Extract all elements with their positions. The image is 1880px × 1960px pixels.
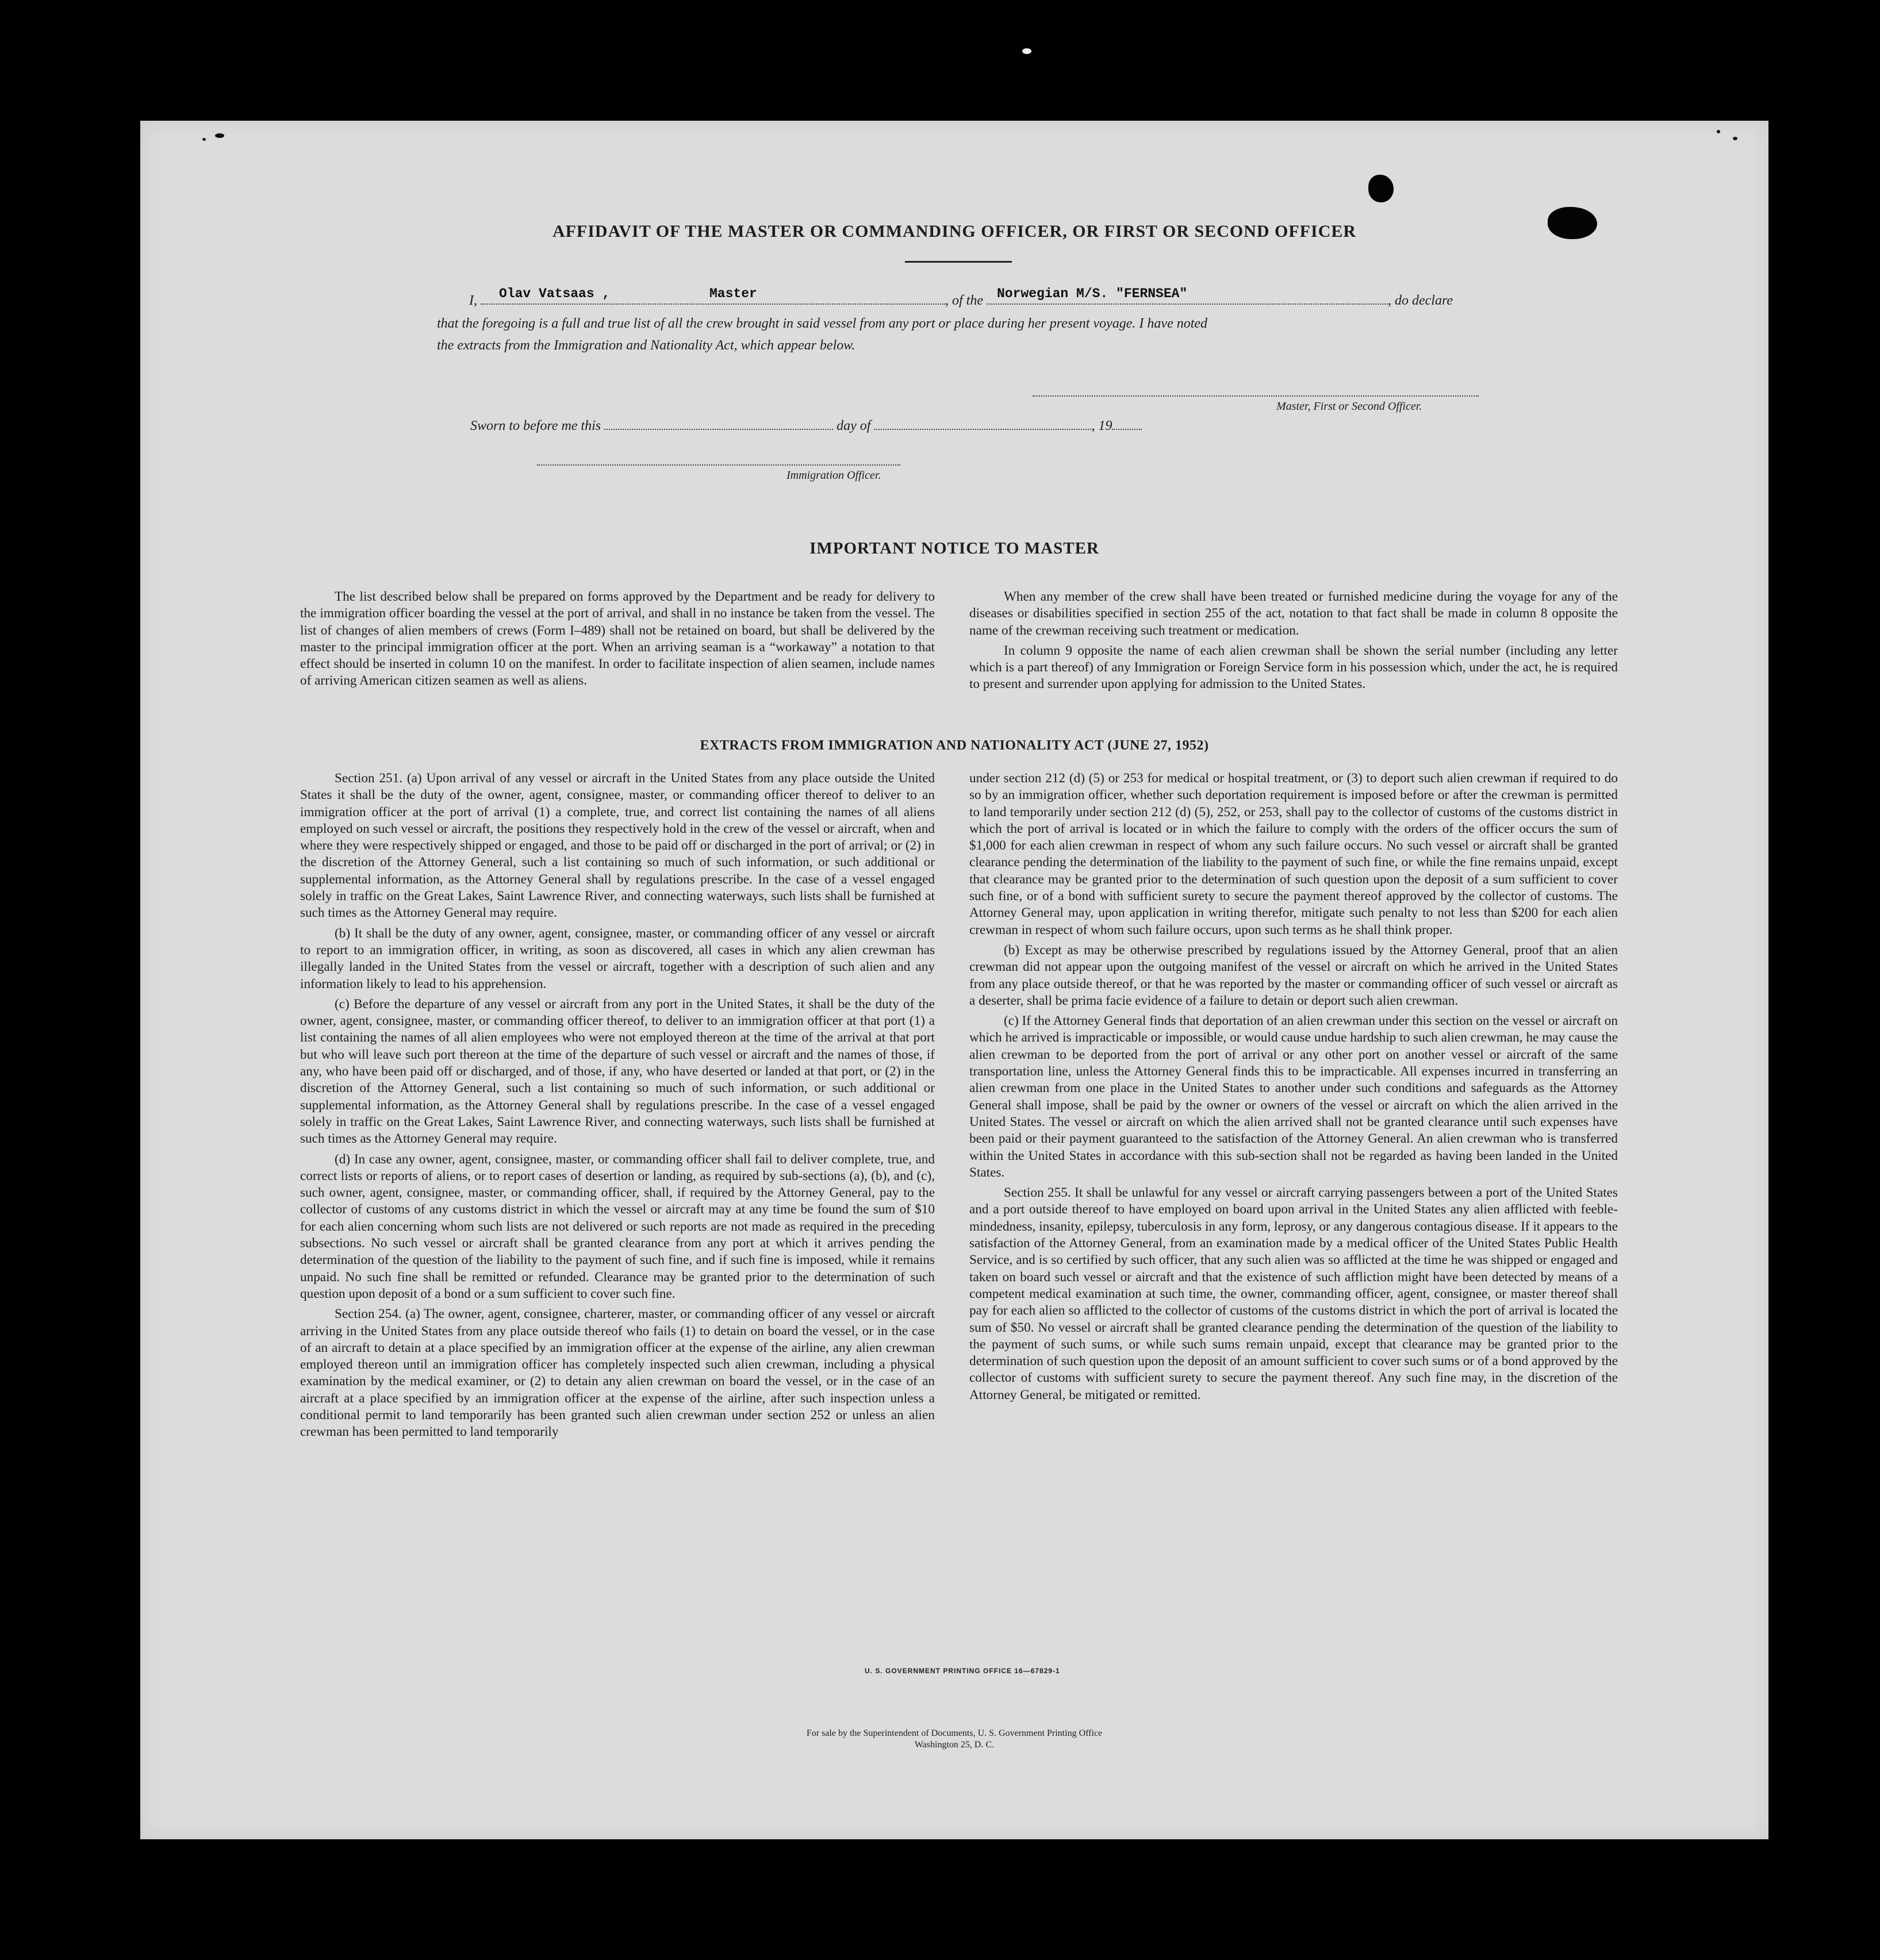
- section-251d: (d) In case any owner, agent, consignee, master, or commanding officer shall fail to deliver complete, true, and correct lists or reports of aliens, or to report cases of desertion or landing, as required by sub-sections (a), (b), and (c), such owner, agent, consignee, master, or commanding officer, shall, if required by the Attorney General, pay to the collector of customs of any customs district in which the vessel or aircraft may at any time be found the sum of $10 for each alien concerning whom such lists are not delivered or such reports are not made as required in the preceding subsections. No such vessel or aircraft shall be granted clearance from any port at which it arrives pending the determination of the question of the liability to the payment of such fine, and if such fine is imposed, while it remains unpaid. No such fine shall be remitted or refunded. Clearance may be granted prior to the determination of such question upon deposit of a bond or a sum sufficient to cover such fine.: [300, 1151, 935, 1301]
- declaration-prefix: I,: [469, 293, 477, 308]
- section-255: Section 255. It shall be unlawful for any vessel or aircraft carrying passengers between a port of the United States and a port outside thereof to have employed on board upon arrival in the United States any alien afflicted with feeble-mindedness, insanity, epilepsy, tuberculosis in any form, leprosy, or any dangerous contagious disease. If it appears to the satisfaction of the Attorney General, from an examination made by a medical officer of the United States Public Health Service, and is so certified by such officer, that any such alien was so afflicted at the time he was shipped or engaged and taken on board such vessel or aircraft and that the existence of such affliction might have been detected by means of a competent medical examination at such time, the owner, commanding officer, agent, consignee, or master thereof shall pay for each alien so afflicted to the collector of customs of the customs district in which the port of arrival is located the sum of $50. No vessel or aircraft shall be granted clearance pending the determination of the question of the liability to the payment of such sums, or while such sums remain unpaid, except that clearance may be granted prior to the determination of such question upon the deposit of an amount sufficient to cover such sums or of a bond approved by the collector of customs with sufficient surety to secure the payment thereof. Any such fine may, in the discretion of the Attorney General, be mitigated or remitted.: [969, 1185, 1618, 1402]
- extracts-left-column: [300, 770, 935, 1441]
- ink-blot: [1368, 175, 1394, 202]
- affidavit-title: AFFIDAVIT OF THE MASTER OR COMMANDING OFFICER, OR FIRST OR SECOND OFFICER: [552, 222, 1357, 241]
- document-page: [140, 121, 1768, 1839]
- notice-paragraph: The list described below shall be prepared on forms approved by the Department and be ready for delivery to the immigration officer boarding the vessel at the port of arrival, and shall in no instance be taken from the vessel. The list of changes of alien members of crews (Form I–489) shall not be retained on board, but shall be delivered by the master to the principal immigration officer at the port. When an arriving seaman is a “workaway” a notation to that effect should be inserted in column 10 on the manifest. In order to facilitate inspection of alien seamen, include names of arriving American citizen seamen as well as aliens.: [300, 589, 935, 689]
- section-254a-continued: under section 212 (d) (5) or 253 for medical or hospital treatment, or (3) to deport such alien crewman if required to do so by an immigration officer, whether such deportation requirement is imposed before or after the crewman is permitted to land temporarily under section 212 (d) (5), 252, or 253, shall pay to the collector of customs of the customs district in which the port of arrival is located or in which the failure to comply with the orders of the officer occurs the sum of $1,000 for each alien crewman in respect of whom any such failure occurs. No such vessel or aircraft shall be granted clearance pending the determination of the liability to the payment of such fine, or while the fine remains unpaid, except that clearance may be granted prior to the determination of such question upon the deposit of a sum sufficient to cover such fine, or of a bond with sufficient surety to secure the payment thereof approved by the collector of customs. The Attorney General may, upon application in writing therefor, mitigate such penalty to not less than $200 for each alien crewman in respect of whom such failure occurs, upon such terms as he shall think proper.: [969, 771, 1618, 937]
- paper-speck: [1717, 130, 1720, 133]
- sale-notice: [140, 1728, 1768, 1751]
- declaration-line-2: that the foregoing is a full and true list of all the crew brought in said vessel from any port or place during her present voyage. I have noted: [437, 316, 1208, 331]
- extracts-right-column: [969, 770, 1618, 1404]
- sale-line-2: Washington 25, D. C.: [914, 1740, 995, 1750]
- sworn-line: [470, 417, 1142, 434]
- section-254c: (c) If the Attorney General finds that deportation of an alien crewman under this section on the vessel or aircraft on which he arrived is impracticable or impossible, or would cause undue hardship to such alien crewman, he may cause the alien crewman to be deported from the port of arrival or any other port on another vessel or aircraft of the same transportation line, unless the Attorney General finds this to be impracticable. All expenses incurred in transferring an alien crewman from one place in the United States to another under such conditions and safeguards as the Attorney General shall impose, shall be paid by the owner or owners of the vessel or aircraft on which the alien arrived in the United States. The vessel or aircraft on which the alien arrived shall not be granted clearance until such expenses have been paid or their payment guaranteed to the satisfaction of the Attorney General. An alien crewman who is transferred within the United States in accordance with this sub-section shall not be regarded as having been landed in the United States.: [969, 1013, 1618, 1180]
- section-251a: Section 251. (a) Upon arrival of any vessel or aircraft in the United States from any place outside the United States it shall be the duty of the owner, agent, consignee, master, or commanding officer thereof to deliver to an immigration officer at the port of arrival (1) a complete, true, and correct list containing the names of all aliens employed on such vessel or aircraft, the positions they respectively hold in the crew of the vessel or aircraft, when and where they were respectively shipped or engaged, and those to be paid off or discharged in the port of arrival; or (2) in the discretion of the Attorney General, such a list containing so much of such information, or such additional or supplemental information, as the Attorney General shall by regulations prescribe. In the case of a vessel engaged solely in traffic on the Great Lakes, Saint Lawrence River, and connecting waterways, such lists shall be furnished at such times as the Attorney General may require.: [300, 771, 935, 921]
- paper-speck: [1733, 137, 1737, 140]
- immigration-officer-caption: Immigration Officer.: [786, 469, 881, 482]
- year-label: , 19: [1091, 418, 1112, 433]
- notice-title: IMPORTANT NOTICE TO MASTER: [809, 539, 1099, 558]
- border-speck: [1022, 48, 1031, 54]
- immigration-officer-signature-line[interactable]: [537, 464, 900, 466]
- sworn-label: Sworn to before me this: [470, 418, 601, 433]
- sworn-month-field[interactable]: [874, 417, 1091, 430]
- day-of-label: day of: [837, 418, 871, 433]
- notice-paragraph: In column 9 opposite the name of each alien crewman shall be shown the serial number (including any letter which is a part thereof) of any Immigration or Foreign Service form in his possession which, under the act, he is required to present and surrender upon applying for admission to the United States.: [969, 643, 1618, 692]
- title-rule: [905, 261, 1012, 263]
- sworn-day-field[interactable]: [604, 417, 833, 430]
- notice-left-column: [300, 589, 935, 690]
- notice-right-column: [969, 589, 1618, 693]
- section-254a: Section 254. (a) The owner, agent, consignee, charterer, master, or commanding officer of any vessel or aircraft arriving in the United States from any place outside thereof who fails (1) to detain on board the vessel, or in the case of an aircraft to detain at a place specified by an immigration officer at the expense of the airline, any alien crewman employed thereon until an immigration officer has completely inspected such alien crewman, including a physical examination by the medical examiner, or (2) to detain any alien crewman on board the vessel, or in the case of an aircraft at a place specified by an immigration officer at the expense of the airline, after such inspection unless a conditional permit to land temporarily has been granted such alien crewman under section 252 or unless an alien crewman has been permitted to land temporarily: [300, 1306, 935, 1440]
- do-declare-label: , do declare: [1388, 293, 1453, 308]
- declaration-line: [469, 291, 1453, 309]
- declaration-line-3: the extracts from the Immigration and Nationality Act, which appear below.: [437, 338, 855, 353]
- vessel-name-typed: Norwegian M/S. "FERNSEA": [997, 286, 1188, 301]
- master-rank-typed: Master: [709, 286, 757, 301]
- master-signature-line[interactable]: [1033, 395, 1479, 397]
- sale-line-1: For sale by the Superintendent of Documents, U. S. Government Printing Office: [806, 1728, 1103, 1738]
- sworn-year-field[interactable]: [1112, 417, 1142, 430]
- section-251c: (c) Before the departure of any vessel or aircraft from any port in the United States, it shall be the duty of the owner, agent, consignee, master, or commanding officer thereof, to deliver to an immigration officer at that port (1) a list containing the names of all alien employees who were not employed thereon at the time of the arrival at that port but who will leave such port thereon at the time of the departure of such vessel or aircraft and the names of those, if any, who have been paid off or discharged, and of those, if any, who have deserted or landed at that port, or (2) in the discretion of the Attorney General, such a list containing so much of such information, or such additional or supplemental information, as the Attorney General shall by regulations prescribe. In the case of a vessel engaged solely in traffic on the Great Lakes, Saint Lawrence River, and connecting waterways, such lists shall be furnished at such times as the Attorney General may require.: [300, 996, 935, 1147]
- master-signature-caption: Master, First or Second Officer.: [1276, 400, 1422, 413]
- printing-office-line: U. S. GOVERNMENT PRINTING OFFICE 16—67829-1: [865, 1667, 1060, 1675]
- master-name-typed: Olav Vatsaas ,: [499, 286, 611, 301]
- section-254b: (b) Except as may be otherwise prescribed by regulations issued by the Attorney General, proof that an alien crewman did not appear upon the outgoing manifest of the vessel or aircraft on which he arrived in the United States from any place outside thereof, or that he was reported by the master or commanding officer of such vessel or aircraft as a deserter, shall be prima facie evidence of a failure to detain or deport such alien crewman.: [969, 942, 1618, 1008]
- paper-speck: [202, 138, 206, 141]
- notice-paragraph: When any member of the crew shall have been treated or furnished medicine during the voyage for any of the diseases or disabilities specified in section 255 of the act, notation to that fact shall be made in column 8 opposite the name of the crewman receiving such treatment or medication.: [969, 589, 1618, 638]
- of-the-label: , of the: [945, 293, 983, 308]
- extracts-title: EXTRACTS FROM IMMIGRATION AND NATIONALITY ACT (JUNE 27, 1952): [700, 738, 1209, 753]
- paper-speck: [215, 133, 224, 138]
- section-251b: (b) It shall be the duty of any owner, agent, consignee, master, or commanding officer of any vessel or aircraft to report to an immigration officer, in writing, as soon as discovered, all cases in which any alien crewman has illegally landed in the United States from the vessel or aircraft, together with a description of such alien and any information likely to lead to his apprehension.: [300, 925, 935, 991]
